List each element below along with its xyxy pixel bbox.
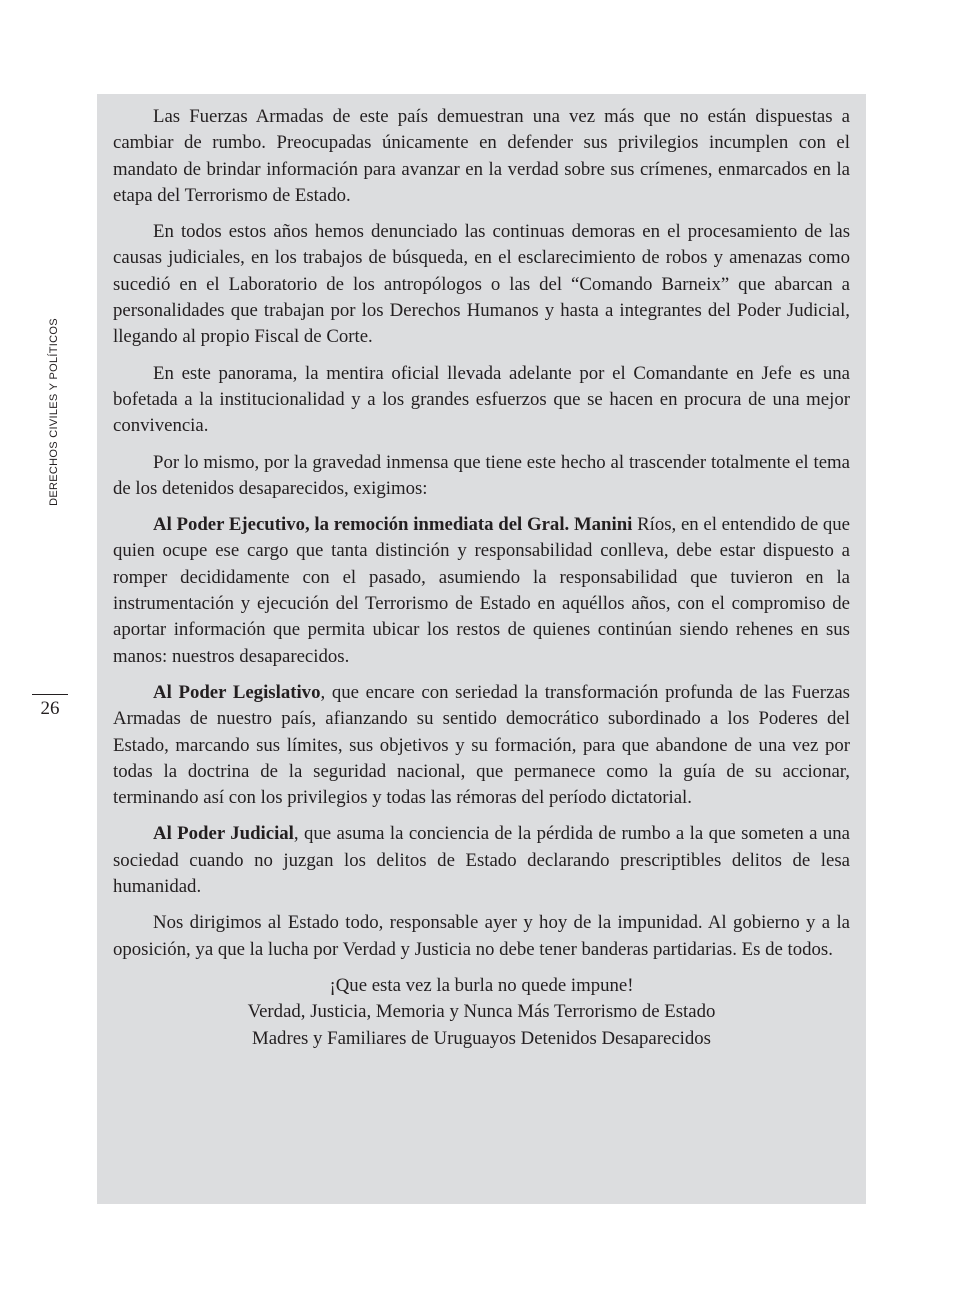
paragraph-legislative-demand — [113, 680, 850, 811]
judicial-demand-heading: Al Poder Judicial — [153, 823, 294, 845]
legislative-demand-heading: Al Poder Legislativo — [153, 681, 321, 703]
page-number: 26 — [40, 698, 60, 719]
paragraph-judicial-demand — [113, 821, 850, 900]
judicial-demand-text: , que asuma la conciencia de la pérdida de rumbo a la que someten a una sociedad cuando no juzgan los delitos de Estado declarando prescriptibles delitos de lesa humanidad. — [113, 823, 850, 898]
paragraph-executive-demand — [113, 512, 850, 670]
section-label: DERECHOS CIVILES Y POLÍTICOS — [48, 318, 60, 506]
text-panel — [97, 94, 866, 1204]
closing-line-3: Madres y Familiares de Uruguayos Detenidos Desaparecidos — [252, 1027, 711, 1049]
closing-line-1: ¡Que esta vez la burla no quede impune! — [329, 974, 634, 996]
closing-line-2: Verdad, Justicia, Memoria y Nunca Más Terrorismo de Estado — [247, 1001, 716, 1023]
paragraph-4: Por lo mismo, por la gravedad inmensa que tiene este hecho al trascender totalmente el tema de los detenidos desaparecidos, exigimos: — [113, 451, 850, 499]
closing-block — [113, 973, 850, 1052]
page-number-rule — [32, 694, 68, 695]
paragraph-2: En todos estos años hemos denunciado las continuas demoras en el procesamiento de las causas judiciales, en los trabajos de búsqueda, en el esclarecimiento de robos y amenazas como sucedió en el Laboratorio de los antropólogos o las del “Comando Barneix” que abarcan a personalidades que trabajan por los Derechos Humanos y hasta a integrantes del Poder Judicial, llegando al propio Fiscal de Corte. — [113, 221, 850, 348]
executive-demand-text: Ríos, en el entendido de que quien ocupe ese cargo que tanta distinción y responsabilidad conlleva, debe estar dispuesto a romper decididamente con el pasado, asumiendo la responsabilidad que tuvieron en la instrumentación y ejecución del Terrorismo de Estado en aquéllos años, con el compromiso de aportar información que permita ubicar los restos de quienes continúan siendo rehenes en sus manos: nuestros desaparecidos. — [113, 514, 851, 667]
paragraph-1: Las Fuerzas Armadas de este país demuestran una vez más que no están dispuestas a cambiar de rumbo. Preocupadas únicamente en defender sus privilegios incumplen con el mandato de brindar información para avanzar en la verdad sobre sus crímenes, enmarcados en la etapa del Terrorismo de Estado. — [113, 106, 850, 206]
paragraph-8: Nos dirigimos al Estado todo, responsable ayer y hoy de la impunidad. Al gobierno y a la oposición, ya que la lucha por Verdad y Justicia no debe tener banderas partidarias. Es de todos. — [113, 912, 850, 960]
legislative-demand-text: , que encare con seriedad la transformación profunda de las Fuerzas Armadas de nuestro país, afianzando su sentido democrático subordinado a los Poderes del Estado, marcando sus límites, sus objetivos y su formación, para que abandone de una vez por todas la doctrina de la seguridad nacional, que permanece como la guía de su accionar, terminando así con los privilegios y todas las rémoras del período dictatorial. — [113, 681, 850, 809]
executive-demand-heading: Al Poder Ejecutivo, la remoción inmediata del Gral. Manini — [153, 514, 633, 536]
paragraph-3: En este panorama, la mentira oficial llevada adelante por el Comandante en Jefe es una bofetada a la institucionalidad y a los grandes esfuerzos que se hacen en procura de una mejor convivencia. — [113, 362, 850, 437]
